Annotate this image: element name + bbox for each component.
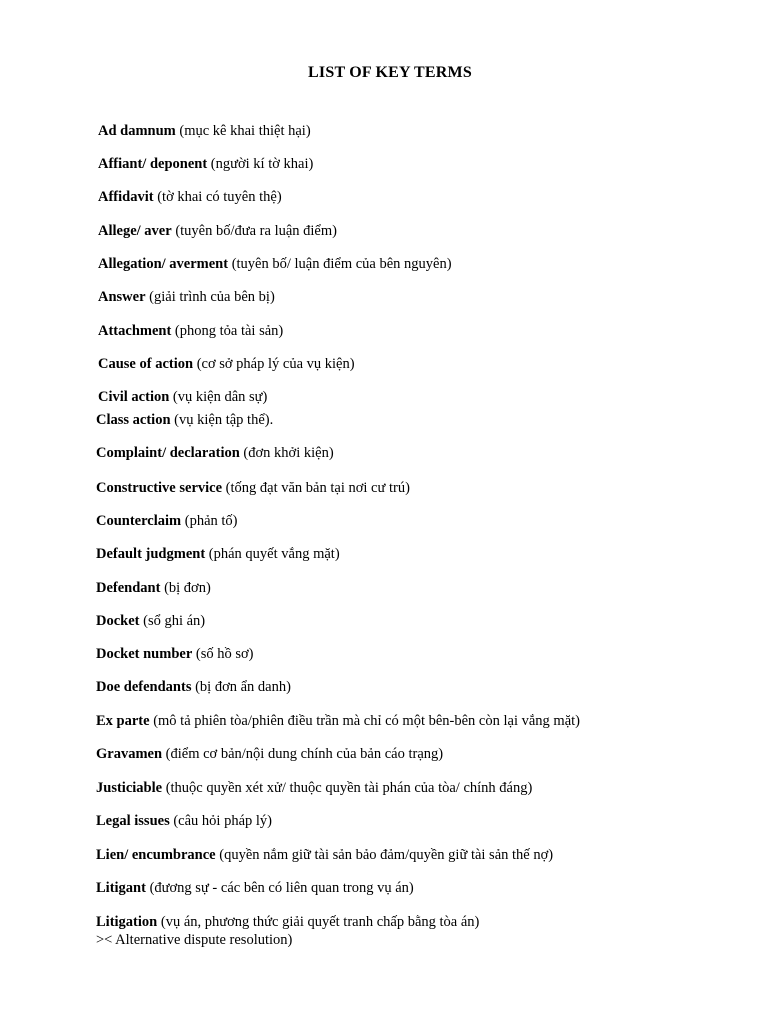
term-definition: (đơn khởi kiện): [239, 445, 334, 461]
term-name: Constructive service: [96, 480, 223, 496]
term-name: Complaint/ declaration: [96, 445, 240, 461]
term-name: Affiant/ deponent: [98, 156, 208, 172]
term-name: Ad damnum: [98, 123, 176, 139]
term-entry: [96, 712, 580, 730]
term-name: Answer: [98, 289, 146, 305]
page-title: LIST OF KEY TERMS: [308, 64, 472, 81]
term-entry: [96, 779, 532, 797]
term-entry: [98, 255, 452, 273]
term-definition: (bị đơn ẩn danh): [191, 679, 291, 695]
term-definition: (giải trình của bên bị): [145, 289, 275, 305]
term-definition: (vụ án, phương thức giải quyết tranh chấp bằng tòa án): [157, 914, 480, 930]
term-entry: [96, 812, 272, 830]
term-entry: [98, 322, 283, 340]
term-definition: (đương sự - các bên có liên quan trong vụ án): [145, 880, 414, 896]
term-definition: (cơ sở pháp lý của vụ kiện): [193, 356, 355, 372]
term-definition: (mục kê khai thiệt hại): [175, 123, 311, 139]
term-name: Lien/ encumbrance: [96, 847, 216, 863]
term-name: Allege/ aver: [98, 223, 172, 239]
term-note: >< Alternative dispute resolution): [96, 932, 293, 948]
term-name: Defendant: [96, 580, 161, 596]
term-name: Ex parte: [96, 713, 150, 729]
term-definition: (vụ kiện tập thể).: [170, 412, 274, 428]
term-entry: [96, 512, 238, 530]
term-definition: (sổ ghi án): [139, 613, 206, 629]
term-name: Litigation: [96, 914, 158, 930]
term-definition: (phản tố): [181, 513, 238, 529]
term-definition: (thuộc quyền xét xử/ thuộc quyền tài phán của tòa/ chính đáng): [162, 780, 533, 796]
term-entry: [98, 288, 275, 306]
term-entry: [96, 645, 254, 663]
term-definition: (số hồ sơ): [192, 646, 254, 662]
term-name: Default judgment: [96, 546, 206, 562]
term-definition: (tống đạt văn bản tại nơi cư trú): [222, 480, 410, 496]
term-name: Counterclaim: [96, 513, 182, 529]
term-name: Doe defendants: [96, 679, 192, 695]
term-definition: (quyền nắm giữ tài sản bảo đảm/quyền giữ tài sản thế nợ): [215, 847, 554, 863]
term-definition: (vụ kiện dân sự): [169, 389, 268, 405]
term-entry: [96, 444, 334, 462]
term-entry: [96, 678, 291, 696]
term-name: Cause of action: [98, 356, 194, 372]
term-name: Docket number: [96, 646, 193, 662]
term-name: Justiciable: [96, 780, 163, 796]
term-definition: (phong tỏa tài sản): [171, 323, 284, 339]
term-entry: [98, 155, 313, 173]
term-name: Gravamen: [96, 746, 163, 762]
term-definition: (bị đơn): [160, 580, 211, 596]
term-entry: [96, 579, 211, 597]
term-definition: (câu hỏi pháp lý): [169, 813, 272, 829]
term-definition: (mô tả phiên tòa/phiên điều trần mà chỉ có một bên-bên còn lại vắng mặt): [149, 713, 580, 729]
term-name: Allegation/ averment: [98, 256, 229, 272]
term-name: Litigant: [96, 880, 146, 896]
term-name: Affidavit: [98, 189, 154, 205]
term-name: Civil action: [98, 389, 170, 405]
term-entry: [98, 122, 311, 140]
term-entry: [96, 612, 205, 630]
term-name: Class action: [96, 412, 171, 428]
term-entry: [98, 355, 355, 373]
term-definition: (tuyên bố/đưa ra luận điểm): [171, 223, 337, 239]
term-definition: (người kí tờ khai): [207, 156, 314, 172]
term-entry: [96, 879, 414, 897]
term-entry: [96, 411, 273, 429]
term-entry: [96, 846, 553, 864]
term-name: Legal issues: [96, 813, 170, 829]
term-definition: (tờ khai có tuyên thệ): [153, 189, 282, 205]
term-definition: (điểm cơ bản/nội dung chính của bản cáo trạng): [162, 746, 444, 762]
term-name: Docket: [96, 613, 140, 629]
term-entry: [98, 222, 337, 240]
term-entry: [98, 388, 267, 406]
term-definition: (phán quyết vắng mặt): [205, 546, 340, 562]
term-definition: (tuyên bố/ luận điểm của bên nguyên): [228, 256, 452, 272]
term-entry: [96, 745, 443, 763]
term-entry: [96, 913, 479, 931]
term-name: Attachment: [98, 323, 172, 339]
term-entry: [96, 479, 410, 497]
term-entry: [96, 545, 340, 563]
term-entry: [98, 188, 282, 206]
